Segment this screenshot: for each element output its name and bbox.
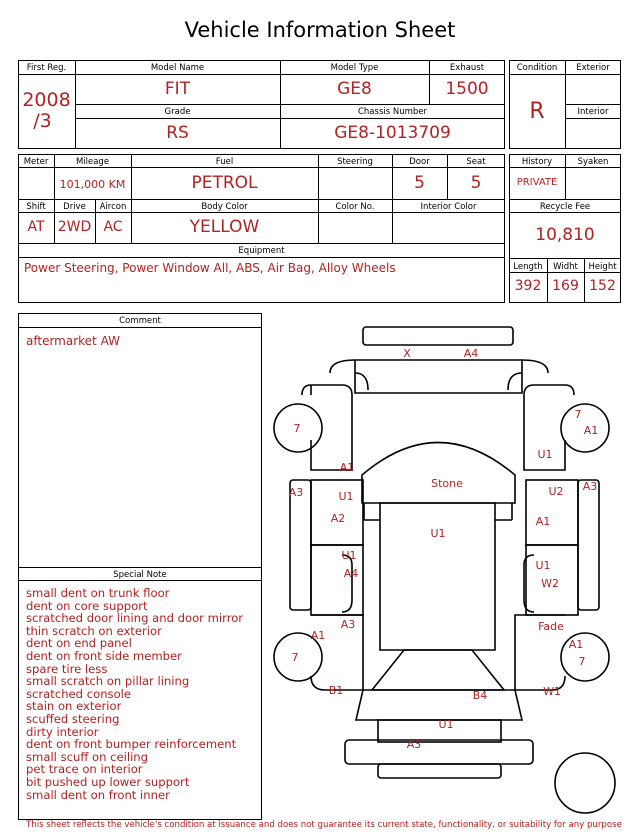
mark-a1-r: A1: [535, 515, 551, 528]
steering-label: Steering: [337, 157, 373, 167]
history-label: History: [521, 157, 553, 167]
special-note-item: pet trace on interior: [26, 762, 143, 777]
door-value: 5: [414, 173, 425, 193]
special-note-item: scratched console: [26, 686, 132, 701]
mark-u1-b: U1: [438, 718, 454, 731]
special-note-item: scuffed steering: [26, 711, 120, 726]
exhaust-label: Exhaust: [449, 63, 485, 73]
mark-a4-l: A4: [343, 567, 359, 580]
mark-a3-l2: A3: [340, 618, 356, 631]
special-note-item: dent on core support: [26, 598, 148, 613]
seat-value: 5: [470, 173, 482, 193]
front-panel-part: [355, 360, 522, 393]
model-name-value: FIT: [164, 79, 191, 99]
interior-label: Interior: [577, 107, 609, 117]
width-value: 169: [552, 278, 579, 294]
height-value: 152: [589, 278, 616, 294]
length-label: Length: [513, 262, 543, 272]
windshield-part: [362, 443, 515, 504]
special-note-item: small dent on front inner: [26, 787, 170, 802]
exhaust-value: 1500: [445, 79, 489, 99]
special-note-item: scratched door lining and door mirror: [26, 611, 244, 626]
equipment-label: Equipment: [238, 246, 285, 256]
mark-w1: W1: [543, 685, 561, 698]
body-color-label: Body Color: [201, 202, 248, 212]
drive-value: 2WD: [57, 219, 92, 235]
special-note-item: dent on front bumper reinforcement: [26, 737, 237, 752]
shift-value: AT: [27, 219, 45, 235]
special-note-item: small dent on trunk floor: [26, 586, 170, 600]
special-note-label: Special Note: [113, 570, 167, 580]
mileage-label: Mileage: [75, 157, 110, 167]
mark-tire-tl: 7: [293, 422, 301, 435]
mark-a4-top: A4: [463, 347, 479, 360]
condition-grade: R: [529, 99, 545, 124]
body-color-value: YELLOW: [189, 217, 260, 237]
mark-tire-br: 7: [578, 655, 586, 668]
recycle-fee-value: 10,810: [535, 225, 595, 245]
equipment-value: Power Steering, Power Window All, ABS, Air Bag, Alloy Wheels: [24, 261, 396, 275]
special-note-item: thin scratch on exterior: [26, 623, 162, 638]
height-label: Height: [588, 262, 617, 272]
length-value: 392: [514, 278, 542, 294]
special-note-item: spare tire less: [26, 661, 108, 676]
mark-a1-l: A1: [339, 461, 355, 474]
mark-u1-tr: U1: [537, 448, 553, 461]
comment-label: Comment: [119, 316, 161, 326]
special-note-item: small scuff on ceiling: [26, 749, 149, 764]
car-damage-diagram: [266, 318, 626, 818]
mark-a3-r: A3: [582, 480, 598, 493]
mark-w2-r: W2: [541, 577, 559, 590]
mark-u1-l2: U1: [341, 549, 357, 562]
width-label: Widht: [553, 262, 578, 272]
special-note-item: dent on end panel: [26, 636, 132, 651]
mark-a1-br: A1: [568, 638, 584, 651]
shift-label: Shift: [26, 202, 46, 212]
chassis-label: Chassis Number: [357, 107, 428, 117]
mark-b1: B1: [328, 684, 344, 697]
special-note-item: bit pushed up lower support: [26, 774, 190, 789]
seat-label: Seat: [466, 157, 486, 167]
page-title: Vehicle Information Sheet: [184, 18, 456, 42]
aircon-value: AC: [103, 219, 123, 235]
mark-a1-bl: A1: [310, 629, 326, 642]
first-reg-label: First Reg.: [26, 63, 67, 73]
mark-u2-r: U2: [548, 485, 564, 498]
special-note-item: dent on front side member: [26, 648, 182, 663]
mark-tire-tr: 7: [574, 408, 582, 421]
comment-text: aftermarket AW: [26, 334, 120, 348]
color-no-label: Color No.: [335, 202, 375, 212]
model-type-label: Model Type: [330, 63, 379, 73]
fuel-label: Fuel: [215, 157, 234, 167]
aircon-label: Aircon: [99, 202, 127, 212]
fuel-value: PETROL: [191, 173, 258, 193]
drive-label: Drive: [63, 202, 86, 212]
model-name-label: Model Name: [150, 63, 205, 73]
door-label: Door: [409, 157, 430, 167]
mark-b4: B4: [472, 689, 488, 702]
mark-stone: Stone: [431, 477, 463, 490]
mark-a1-tr: A1: [583, 424, 599, 437]
front-bumper-part: [363, 327, 513, 345]
exterior-label: Exterior: [576, 63, 610, 73]
special-note-list: [26, 587, 243, 801]
meter-label: Meter: [23, 157, 49, 167]
interior-color-label: Interior Color: [420, 202, 477, 212]
special-note-item: stain on exterior: [26, 699, 122, 714]
special-note-item: dirty interior: [26, 724, 99, 739]
first-reg-year: 2008: [22, 89, 71, 111]
mark-tire-bl: 7: [291, 651, 299, 664]
mark-a2-l: A2: [330, 512, 346, 525]
mark-u1-r2: U1: [535, 559, 551, 572]
grade-label: Grade: [164, 107, 191, 117]
first-reg-month: /3: [33, 110, 52, 132]
mileage-value: 101,000 KM: [59, 178, 126, 191]
grade-value: RS: [166, 123, 189, 143]
special-note-item: small scratch on pillar lining: [26, 674, 190, 689]
disclaimer-footer: This sheet reflects the vehicle's condition at issuance and does not guarantee its current state, functionality, or suitability for any purpose: [26, 820, 622, 830]
mark-u1-c: U1: [430, 527, 446, 540]
syaken-label: Syaken: [577, 157, 609, 167]
mark-a3-b: A3: [406, 738, 422, 751]
recycle-fee-label: Recycle Fee: [539, 202, 591, 212]
history-value: PRIVATE: [516, 177, 558, 188]
chassis-value: GE8-1013709: [334, 123, 451, 143]
condition-label: Condition: [516, 63, 558, 73]
model-type-value: GE8: [337, 79, 372, 99]
mark-a3-l: A3: [288, 486, 304, 499]
mark-fade: Fade: [538, 620, 564, 633]
mark-u1-l: U1: [338, 490, 354, 503]
mark-x: X: [403, 347, 411, 360]
